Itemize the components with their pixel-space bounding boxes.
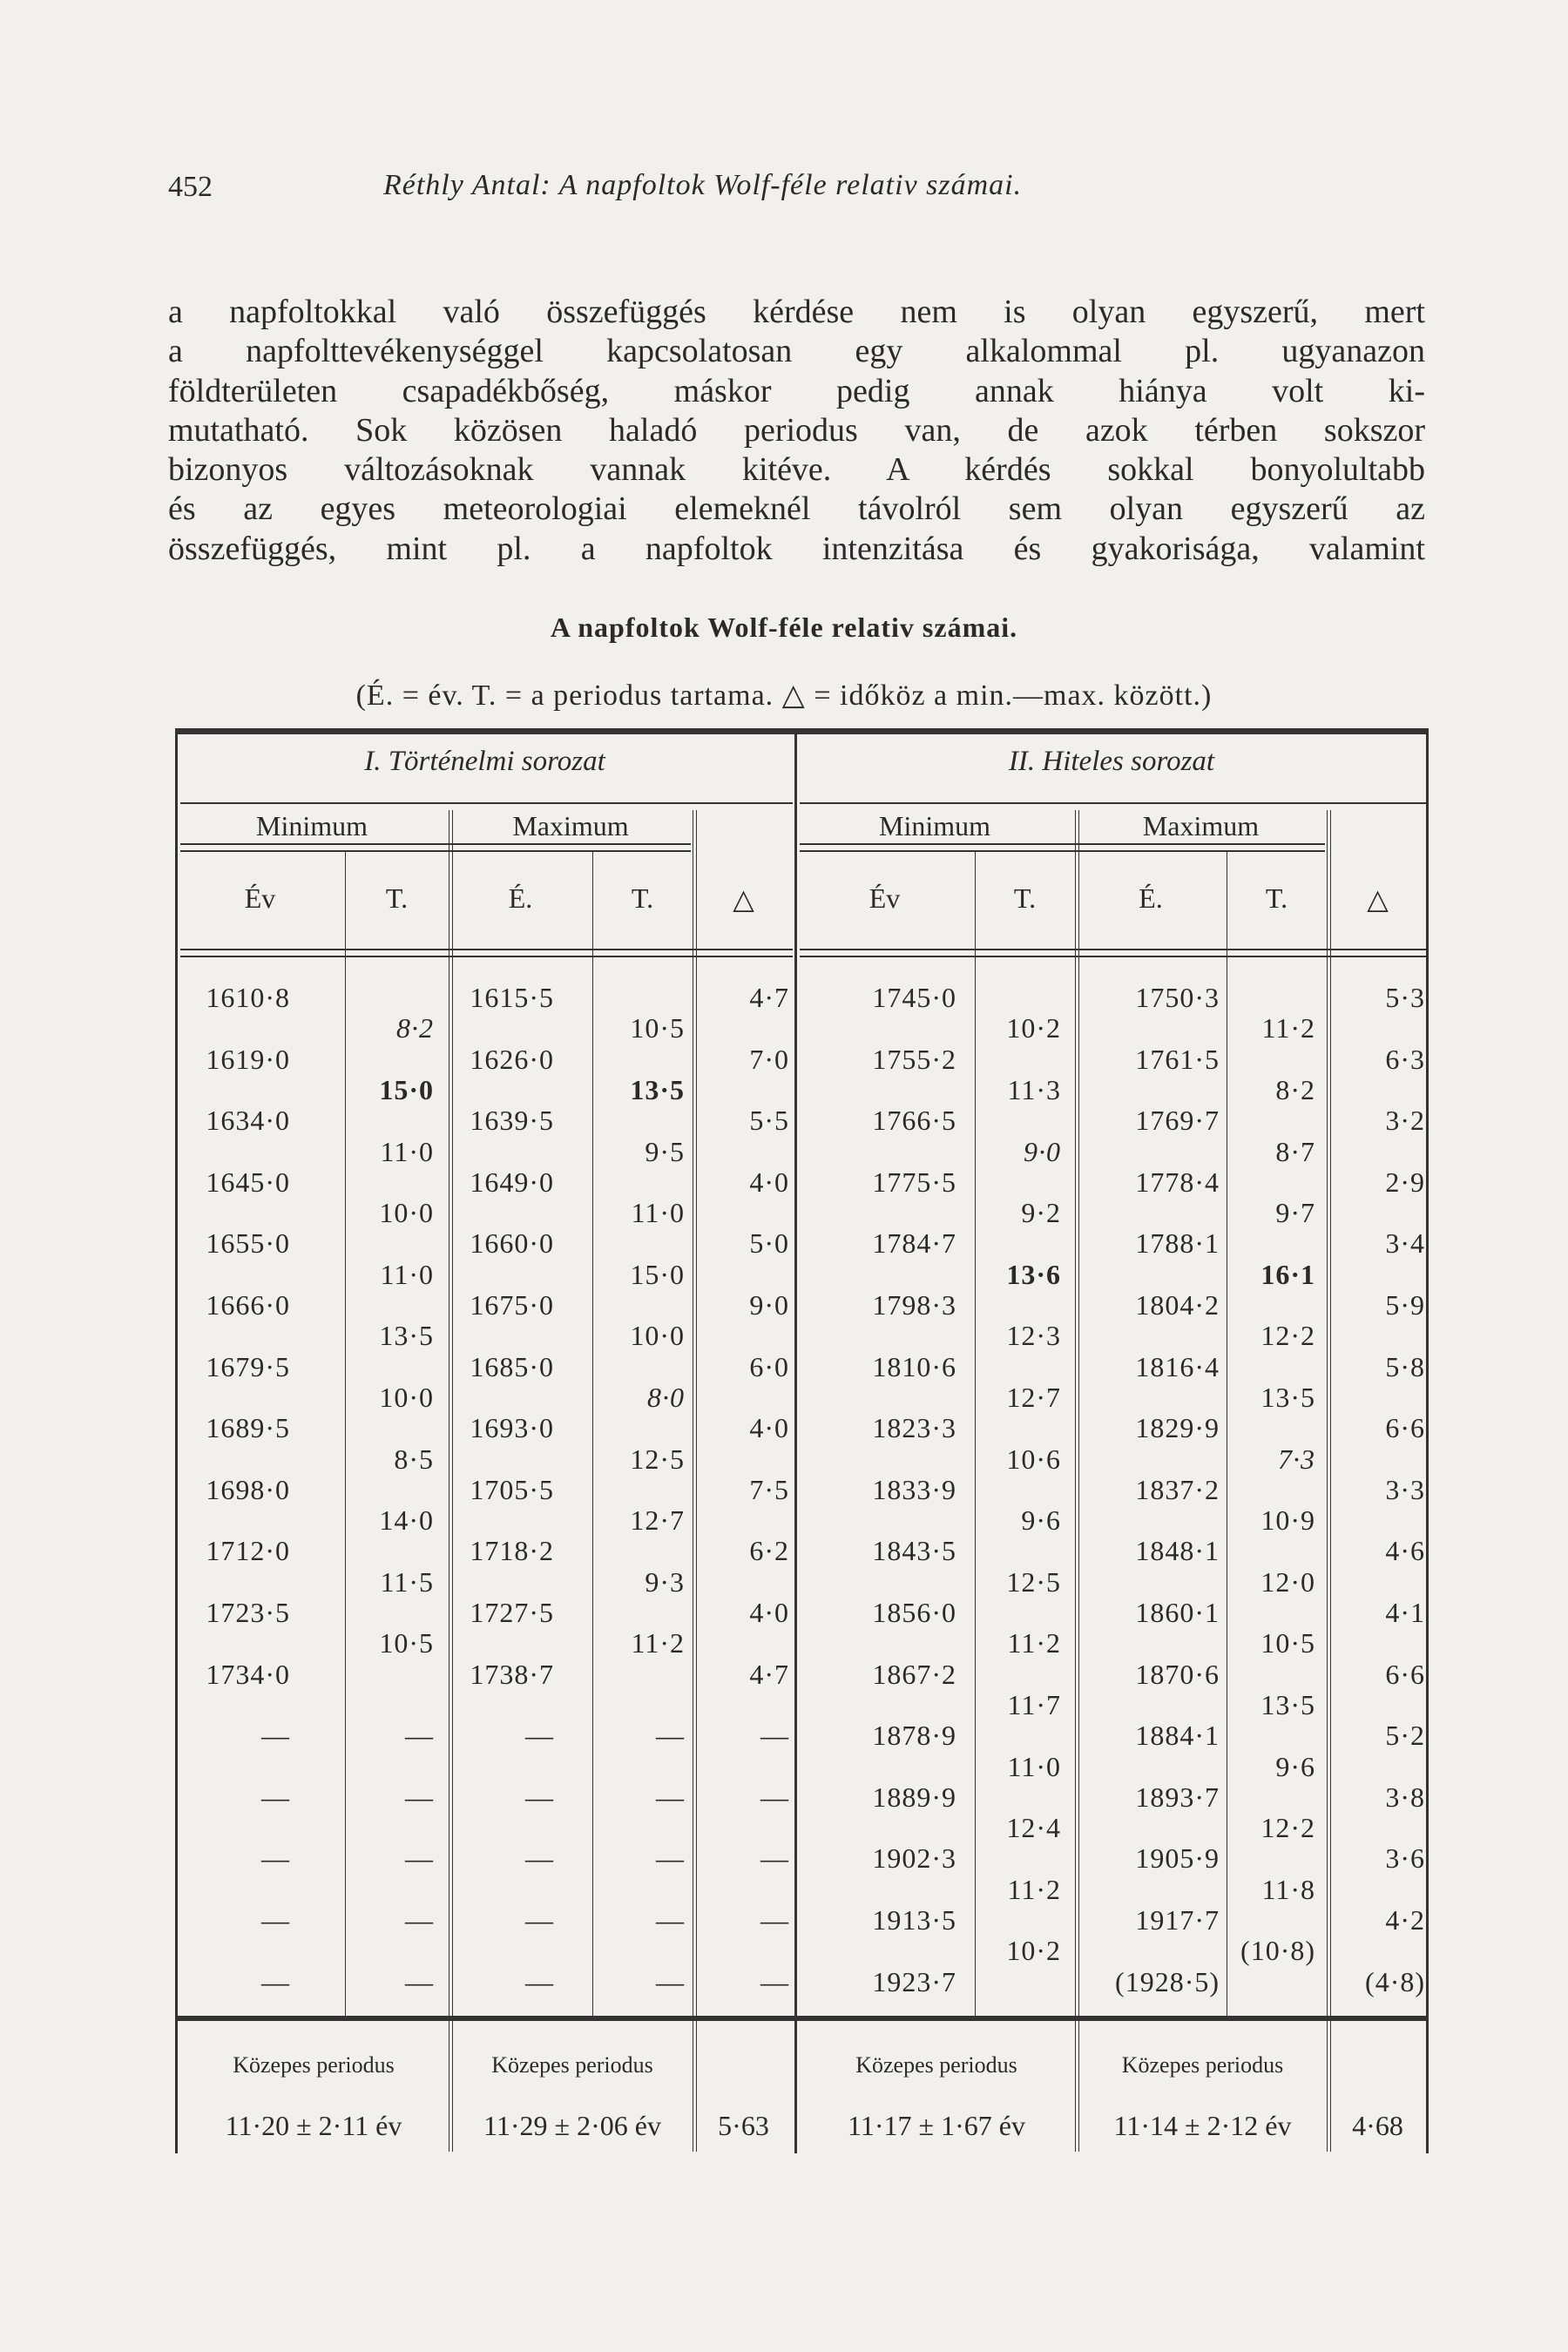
maximum-year: 1615·5 xyxy=(470,982,554,1013)
min-max-interval: 4·2 xyxy=(1385,1904,1425,1936)
minimum-period: 14·0 xyxy=(379,1504,434,1537)
minimum-year: 1610·8 xyxy=(206,982,290,1013)
min-max-interval: — xyxy=(760,1904,789,1936)
min-max-interval: 3·2 xyxy=(1385,1105,1425,1137)
paragraph-line: a napfolttevékenységgel kapcsolatosan egy alkalommal pl. ugyanazon xyxy=(168,333,1425,370)
maximum-period: 12·5 xyxy=(630,1443,685,1475)
header-double-rule xyxy=(180,949,793,950)
min-max-interval: 4·1 xyxy=(1385,1597,1425,1628)
column-header: Év xyxy=(244,882,276,914)
minimum-year: 1745·0 xyxy=(872,982,956,1013)
header-double-rule xyxy=(800,843,1325,845)
maximum-period: 10·0 xyxy=(630,1320,685,1352)
minimum-period: — xyxy=(405,1720,434,1752)
footer-label: Közepes periodus xyxy=(1121,2052,1284,2078)
min-max-interval: 6·2 xyxy=(749,1535,789,1567)
minimum-period: 11·0 xyxy=(1007,1750,1061,1782)
maximum-year: — xyxy=(525,1904,554,1936)
min-max-interval: 3·3 xyxy=(1385,1473,1425,1505)
maximum-period: 13·5 xyxy=(1260,1381,1315,1413)
min-max-interval: 5·2 xyxy=(1385,1720,1425,1752)
running-title: Réthly Antal: A napfoltok Wolf-féle relativ számai. xyxy=(383,169,1023,201)
maximum-period: 11·0 xyxy=(631,1197,685,1229)
minimum-year: 1723·5 xyxy=(206,1597,290,1628)
column-header: Év xyxy=(868,882,901,914)
header-rule xyxy=(180,802,793,804)
paragraph-line: földterületen csapadékbőség, máskor pedig annak hiánya volt ki- xyxy=(168,372,1425,409)
minimum-year: 1856·0 xyxy=(872,1597,956,1628)
minimum-year: 1878·9 xyxy=(872,1720,956,1752)
mean-period-minimum: 11·20 ± 2·11 év xyxy=(225,2110,402,2141)
maximum-year: — xyxy=(525,1720,554,1752)
footer-label: Közepes periodus xyxy=(855,2052,1017,2078)
header-double-rule xyxy=(800,956,1427,957)
maximum-year: — xyxy=(525,1781,554,1813)
min-max-interval: 2·9 xyxy=(1385,1166,1425,1198)
maximum-year: 1750·3 xyxy=(1135,982,1220,1013)
minimum-year: 1889·9 xyxy=(872,1781,956,1813)
maximum-period: 9·5 xyxy=(645,1135,685,1167)
group-maximum: Maximum xyxy=(512,810,629,841)
maximum-period: 8·2 xyxy=(1275,1073,1315,1105)
maximum-period: 16·1 xyxy=(1260,1258,1315,1290)
maximum-year: 1693·0 xyxy=(470,1412,554,1444)
maximum-period: 12·7 xyxy=(630,1504,685,1537)
maximum-period: 10·9 xyxy=(1260,1504,1315,1537)
maximum-period: 11·2 xyxy=(1261,1012,1315,1044)
min-max-interval: 4·7 xyxy=(749,1658,789,1690)
maximum-year: 1837·2 xyxy=(1135,1473,1220,1505)
minimum-period: 12·4 xyxy=(1006,1812,1061,1844)
min-max-interval: 4·0 xyxy=(749,1412,789,1444)
maximum-year: 1893·7 xyxy=(1135,1781,1220,1813)
minimum-period: 9·6 xyxy=(1021,1504,1061,1537)
minimum-year: — xyxy=(261,1842,290,1875)
minimum-year: — xyxy=(261,1904,290,1936)
maximum-year: 1639·5 xyxy=(470,1105,554,1137)
paragraph-line: és az egyes meteorologiai elemeknél távolról sem olyan egyszerű az xyxy=(168,490,1425,528)
minimum-period: 9·2 xyxy=(1021,1197,1061,1229)
min-max-interval: 4·6 xyxy=(1385,1535,1425,1567)
minimum-period: 11·2 xyxy=(1007,1627,1061,1659)
column-header: É. xyxy=(1139,882,1163,914)
maximum-period: (10·8) xyxy=(1240,1935,1315,1967)
column-rule xyxy=(1327,2021,1328,2152)
table-title: A napfoltok Wolf-féle relativ számai. xyxy=(550,612,1018,643)
maximum-year: 1788·1 xyxy=(1135,1227,1220,1260)
maximum-period: 13·5 xyxy=(630,1073,685,1105)
maximum-period: 12·0 xyxy=(1260,1565,1315,1598)
min-max-interval: (4·8) xyxy=(1365,1965,1425,1997)
paragraph-line: a napfoltokkal való összefüggés kérdése nem is olyan egyszerű, mert xyxy=(168,294,1425,330)
maximum-year: 1860·1 xyxy=(1135,1597,1220,1628)
minimum-period: — xyxy=(405,1965,434,1997)
maximum-period: 10·5 xyxy=(1260,1627,1315,1659)
maximum-year: 1917·7 xyxy=(1135,1904,1220,1936)
minimum-year: — xyxy=(261,1720,290,1752)
maximum-period: — xyxy=(656,1781,685,1813)
table-legend: (É. = év. T. = a periodus tartama. △ = időköz a min.—max. között.) xyxy=(355,679,1213,712)
min-max-interval: 5·5 xyxy=(749,1105,789,1137)
maximum-period: 9·6 xyxy=(1275,1750,1315,1782)
maximum-year: 1870·6 xyxy=(1135,1658,1220,1690)
minimum-period: 15·0 xyxy=(379,1073,434,1105)
maximum-period: 7·3 xyxy=(1278,1443,1315,1475)
maximum-period: 8·7 xyxy=(1275,1135,1315,1167)
maximum-period: — xyxy=(656,1720,685,1752)
minimum-year: 1679·5 xyxy=(206,1350,290,1382)
footer-label: Közepes periodus xyxy=(491,2052,653,2078)
column-header: T. xyxy=(1013,882,1037,914)
header-double-rule xyxy=(800,850,1325,852)
min-max-interval: 5·3 xyxy=(1385,982,1425,1013)
minimum-period: 12·5 xyxy=(1006,1565,1061,1598)
minimum-year: 1755·2 xyxy=(872,1043,956,1075)
minimum-year: 1798·3 xyxy=(872,1289,956,1321)
min-max-interval: 3·8 xyxy=(1385,1781,1425,1813)
table-top-rule xyxy=(175,728,1429,734)
minimum-year: 1766·5 xyxy=(872,1105,956,1137)
minimum-period: 10·0 xyxy=(379,1197,434,1229)
minimum-year: 1734·0 xyxy=(206,1658,290,1690)
min-max-interval: 7·5 xyxy=(749,1473,789,1505)
group-minimum: Minimum xyxy=(255,810,368,841)
minimum-period: 10·2 xyxy=(1006,1012,1061,1044)
minimum-year: 1619·0 xyxy=(206,1043,290,1075)
minimum-period: — xyxy=(405,1842,434,1875)
group-maximum: Maximum xyxy=(1142,810,1260,841)
minimum-year: 1902·3 xyxy=(872,1842,956,1875)
maximum-period: 13·5 xyxy=(1260,1688,1315,1720)
column-rule xyxy=(1075,2021,1076,2152)
header-double-rule xyxy=(180,850,691,852)
min-max-interval: 3·6 xyxy=(1385,1842,1425,1875)
maximum-year: 1905·9 xyxy=(1135,1842,1220,1875)
maximum-period: 15·0 xyxy=(630,1258,685,1290)
maximum-year: 1649·0 xyxy=(470,1166,554,1198)
minimum-year: 1913·5 xyxy=(872,1904,956,1936)
minimum-period: 10·6 xyxy=(1006,1443,1061,1475)
min-max-interval: — xyxy=(760,1781,789,1813)
minimum-year: 1867·2 xyxy=(872,1658,956,1690)
mean-period-maximum: 11·14 ± 2·12 év xyxy=(1113,2110,1292,2141)
min-max-interval: 4·0 xyxy=(749,1166,789,1198)
maximum-period: — xyxy=(656,1904,685,1936)
minimum-period: 10·2 xyxy=(1006,1935,1061,1967)
min-max-interval: 6·0 xyxy=(749,1350,789,1382)
minimum-year: 1689·5 xyxy=(206,1412,290,1444)
min-max-interval: 5·0 xyxy=(749,1227,789,1260)
maximum-year: 1675·0 xyxy=(470,1289,554,1321)
group-minimum: Minimum xyxy=(878,810,990,841)
min-max-interval: 4·0 xyxy=(749,1597,789,1628)
series-divider xyxy=(794,2017,797,2153)
series-title: I. Történelmi sorozat xyxy=(364,746,605,777)
minimum-year: 1655·0 xyxy=(206,1227,290,1260)
body-paragraph xyxy=(168,293,1425,569)
table-right-border xyxy=(1426,728,1429,2153)
minimum-year: 1666·0 xyxy=(206,1289,290,1321)
minimum-year: 1810·6 xyxy=(872,1350,956,1382)
minimum-period: 12·3 xyxy=(1006,1320,1061,1352)
min-max-interval: — xyxy=(760,1720,789,1752)
maximum-year: 1705·5 xyxy=(470,1473,554,1505)
maximum-year: 1685·0 xyxy=(470,1350,554,1382)
maximum-year: 1738·7 xyxy=(470,1658,554,1690)
maximum-year: (1928·5) xyxy=(1115,1965,1220,1997)
column-header: △ xyxy=(1367,883,1389,915)
maximum-period: — xyxy=(656,1842,685,1875)
minimum-year: 1634·0 xyxy=(206,1105,290,1137)
page-number: 452 xyxy=(168,171,213,203)
minimum-period: 13·5 xyxy=(379,1320,434,1352)
minimum-period: 11·0 xyxy=(380,1258,434,1290)
maximum-year: 1816·4 xyxy=(1135,1350,1220,1382)
min-max-interval: 5·8 xyxy=(1385,1350,1425,1382)
series-divider xyxy=(794,728,797,2038)
minimum-period: 11·2 xyxy=(1007,1873,1061,1905)
column-header: T. xyxy=(1265,882,1288,914)
column-header: △ xyxy=(733,883,754,915)
minimum-year: — xyxy=(261,1781,290,1813)
minimum-period: 11·7 xyxy=(1007,1688,1061,1720)
maximum-year: 1626·0 xyxy=(470,1043,554,1075)
mean-interval: 4·68 xyxy=(1352,2110,1403,2141)
minimum-period: 11·3 xyxy=(1007,1073,1061,1105)
paragraph-line: mutatható. Sok közösen haladó periodus van, de azok térben sokszor xyxy=(168,411,1425,449)
min-max-interval: 6·3 xyxy=(1385,1043,1425,1075)
maximum-year: 1727·5 xyxy=(470,1597,554,1628)
maximum-year: 1884·1 xyxy=(1135,1720,1220,1752)
min-max-interval: 5·9 xyxy=(1385,1289,1425,1321)
minimum-period: 10·5 xyxy=(379,1627,434,1659)
min-max-interval: 4·7 xyxy=(749,982,789,1013)
table-bottom-data-rule xyxy=(175,2016,1429,2021)
min-max-interval: 7·0 xyxy=(749,1043,789,1075)
minimum-period: 11·5 xyxy=(380,1565,434,1598)
maximum-year: 1769·7 xyxy=(1135,1105,1220,1137)
minimum-year: 1645·0 xyxy=(206,1166,290,1198)
minimum-period: 8·2 xyxy=(396,1012,434,1044)
header-double-rule xyxy=(180,956,793,957)
min-max-interval: 9·0 xyxy=(749,1289,789,1321)
minimum-year: 1775·5 xyxy=(872,1166,956,1198)
minimum-period: 9·0 xyxy=(1024,1135,1061,1167)
minimum-period: 11·0 xyxy=(380,1135,434,1167)
header-rule xyxy=(800,802,1427,804)
minimum-year: 1784·7 xyxy=(872,1227,956,1260)
paragraph-line: bizonyos változásoknak vannak kitéve. A kérdés sokkal bonyolultabb xyxy=(168,451,1425,489)
minimum-period: — xyxy=(405,1781,434,1813)
series-title: II. Hiteles sorozat xyxy=(1008,746,1215,777)
mean-period-maximum: 11·29 ± 2·06 év xyxy=(483,2110,661,2141)
footer-label: Közepes periodus xyxy=(233,2052,395,2078)
maximum-year: 1804·2 xyxy=(1135,1289,1220,1321)
minimum-year: 1833·9 xyxy=(872,1473,956,1505)
minimum-period: 10·0 xyxy=(379,1381,434,1413)
column-header: T. xyxy=(631,882,654,914)
maximum-period: 8·0 xyxy=(647,1381,685,1413)
header-double-rule xyxy=(800,949,1427,950)
minimum-year: 1698·0 xyxy=(206,1473,290,1505)
maximum-year: — xyxy=(525,1842,554,1875)
mean-interval: 5·63 xyxy=(718,2110,769,2141)
header-double-rule xyxy=(180,843,691,845)
minimum-period: — xyxy=(405,1904,434,1936)
min-max-interval: — xyxy=(760,1842,789,1875)
maximum-year: 1778·4 xyxy=(1135,1166,1220,1198)
minimum-year: 1823·3 xyxy=(872,1412,956,1444)
maximum-period: 9·7 xyxy=(1275,1197,1315,1229)
maximum-year: 1848·1 xyxy=(1135,1535,1220,1567)
minimum-year: 1923·7 xyxy=(872,1965,956,1997)
maximum-year: 1829·9 xyxy=(1135,1412,1220,1444)
min-max-interval: — xyxy=(760,1965,789,1997)
minimum-year: 1843·5 xyxy=(872,1535,956,1567)
maximum-period: — xyxy=(656,1965,685,1997)
minimum-period: 13·6 xyxy=(1006,1258,1061,1290)
maximum-year: 1660·0 xyxy=(470,1227,554,1260)
min-max-interval: 3·4 xyxy=(1385,1227,1425,1260)
column-header: É. xyxy=(508,882,533,914)
maximum-period: 10·5 xyxy=(630,1012,685,1044)
column-header: T. xyxy=(385,882,409,914)
maximum-year: — xyxy=(525,1965,554,1997)
min-max-interval: 6·6 xyxy=(1385,1412,1425,1444)
mean-period-minimum: 11·17 ± 1·67 év xyxy=(848,2110,1025,2141)
paragraph-line: összefüggés, mint pl. a napfoltok intenzitása és gyakorisága, valamint xyxy=(168,530,1425,567)
maximum-period: 11·8 xyxy=(1261,1873,1315,1905)
minimum-year: 1712·0 xyxy=(206,1535,290,1567)
min-max-interval: 6·6 xyxy=(1385,1658,1425,1690)
maximum-period: 12·2 xyxy=(1260,1320,1315,1352)
maximum-year: 1718·2 xyxy=(470,1535,554,1567)
maximum-period: 12·2 xyxy=(1260,1812,1315,1844)
maximum-year: 1761·5 xyxy=(1135,1043,1220,1075)
minimum-period: 12·7 xyxy=(1006,1381,1061,1413)
minimum-year: — xyxy=(261,1965,290,1997)
minimum-period: 8·5 xyxy=(394,1443,434,1475)
maximum-period: 9·3 xyxy=(645,1565,685,1598)
maximum-period: 11·2 xyxy=(631,1627,685,1659)
